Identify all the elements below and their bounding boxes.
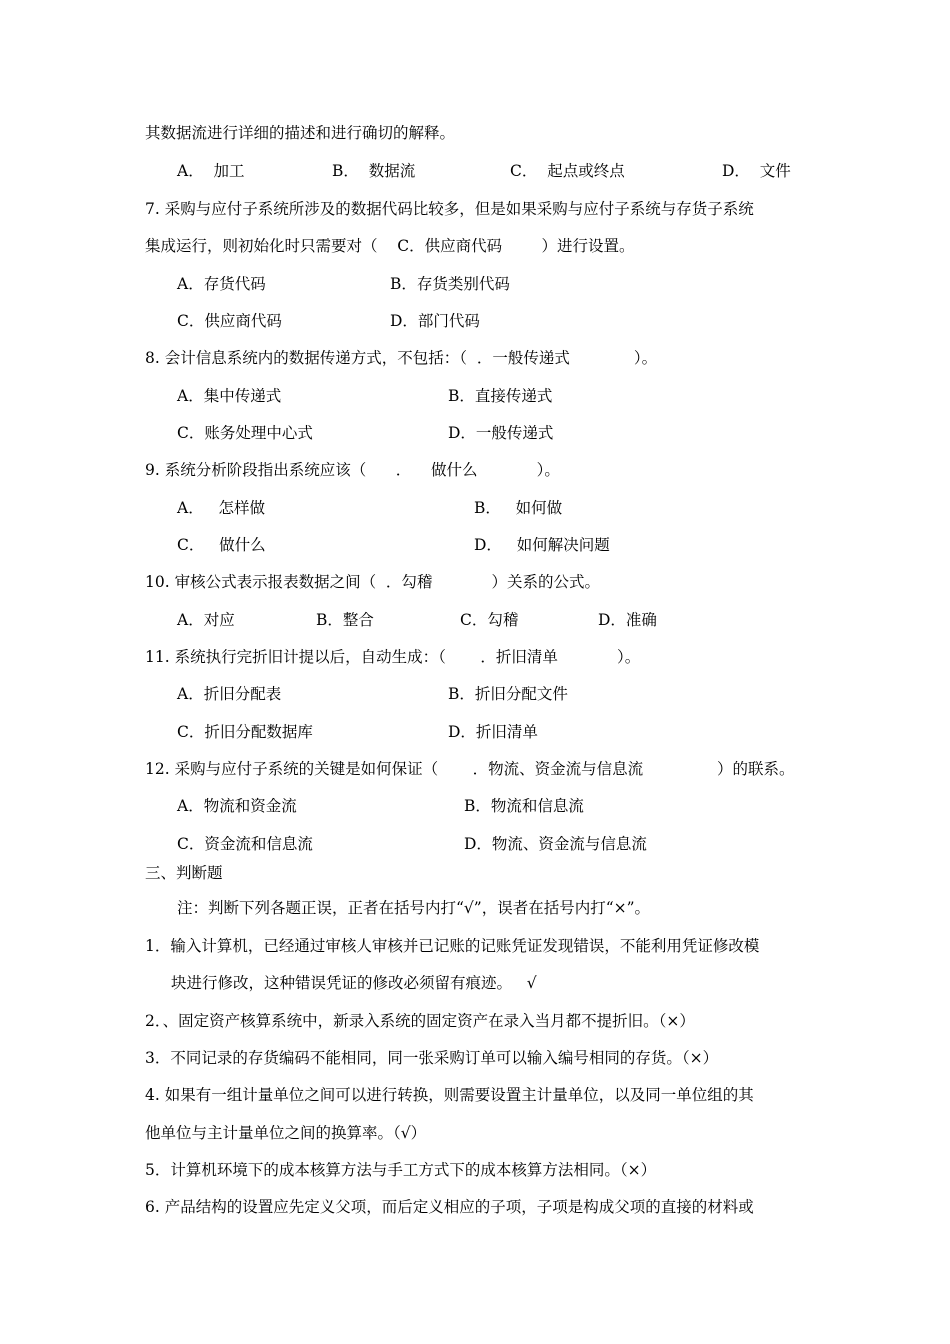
option-d: D． 如何解决问题 <box>474 536 610 554</box>
question-7 <box>0 196 950 222</box>
option-c: C．资金流和信息流 <box>177 835 313 853</box>
line-text: 6. 产品结构的设置应先定义父项，而后定义相应的子项，子项是构成父项的直接的材料或 <box>145 1198 754 1216</box>
answer-options-row <box>0 420 950 446</box>
option-b: B．整合 <box>316 611 374 629</box>
answer-options-row <box>0 383 950 409</box>
judgement-4 <box>0 1082 950 1108</box>
option-b: B．存货类别代码 <box>390 275 510 293</box>
option-a: A．集中传递式 <box>177 387 282 405</box>
line-text: 集成运行，则初始化时只需要对（ C．供应商代码 ）进行设置。 <box>145 237 635 255</box>
line-text: 5．计算机环境下的成本核算方法与手工方式下的成本核算方法相同。（×） <box>145 1161 657 1179</box>
line-text: 他单位与主计量单位之间的换算率。（√） <box>145 1124 427 1142</box>
line-text: 2．、固定资产核算系统中，新录入系统的固定资产在录入当月都不提折旧。（×） <box>145 1012 695 1030</box>
question-10 <box>0 569 950 595</box>
option-c: C．供应商代码 <box>177 312 282 330</box>
answer-options-row <box>0 831 950 857</box>
judgement-2 <box>0 1008 950 1034</box>
judgement-4-continued <box>0 1120 950 1146</box>
line-text: 12. 采购与应付子系统的关键是如何保证（ ．物流、资金流与信息流 ）的联系。 <box>145 760 795 778</box>
line-text: 10. 审核公式表示报表数据之间（ ．勾稽 ）关系的公式。 <box>145 573 601 591</box>
answer-options-row <box>0 793 950 819</box>
line-text: 块进行修改，这种错误凭证的修改必须留有痕迹。 √ <box>171 974 537 992</box>
line-text: 8. 会计信息系统内的数据传递方式，不包括：（ ．一般传递式 ）。 <box>145 349 658 367</box>
option-a: A． 怎样做 <box>177 499 265 517</box>
judgement-5 <box>0 1157 950 1183</box>
judgement-1 <box>0 933 950 959</box>
answer-options-row <box>0 158 950 184</box>
judgement-1-continued <box>0 970 950 996</box>
option-a: A．物流和资金流 <box>177 797 297 815</box>
answer-options-row <box>0 607 950 633</box>
option-b: B．物流和信息流 <box>464 797 584 815</box>
line-text: 其数据流进行详细的描述和进行确切的解释。 <box>145 124 456 142</box>
line-text: 7. 采购与应付子系统所涉及的数据代码比较多，但是如果采购与应付子系统与存货子系统 <box>145 200 754 218</box>
answer-options-row <box>0 271 950 297</box>
option-b: B． 数据流 <box>332 162 416 180</box>
option-d: D．准确 <box>598 611 657 629</box>
line-text: 4. 如果有一组计量单位之间可以进行转换，则需要设置主计量单位，以及同一单位组的其 <box>145 1086 754 1104</box>
option-d: D．物流、资金流与信息流 <box>464 835 647 853</box>
section-note <box>0 895 950 921</box>
option-b: B．折旧分配文件 <box>448 685 568 703</box>
option-c: C．账务处理中心式 <box>177 424 313 442</box>
line-text: 11. 系统执行完折旧计提以后，自动生成：（ ．折旧清单 ）。 <box>145 648 641 666</box>
line-text: 1．输入计算机，已经通过审核人审核并已记账的记账凭证发现错误，不能利用凭证修改模 <box>145 937 760 955</box>
option-b: B．直接传递式 <box>448 387 553 405</box>
option-c: C． 做什么 <box>177 536 266 554</box>
option-a: A．对应 <box>177 611 235 629</box>
answer-options-row <box>0 308 950 334</box>
option-a: A．折旧分配表 <box>177 685 282 703</box>
option-a: A．存货代码 <box>177 275 266 293</box>
question-11 <box>0 644 950 670</box>
line-text: 三、判断题 <box>145 864 223 882</box>
option-d: D．部门代码 <box>390 312 480 330</box>
line-text: 3．不同记录的存货编码不能相同，同一张采购订单可以输入编号相同的存货。（×） <box>145 1049 719 1067</box>
question-8 <box>0 345 950 371</box>
answer-options-row <box>0 719 950 745</box>
option-d: D．一般传递式 <box>448 424 554 442</box>
judgement-3 <box>0 1045 950 1071</box>
line-text: 注：判断下列各题正误，正者在括号内打“√”，误者在括号内打“×”。 <box>177 899 651 917</box>
section-heading <box>0 860 950 886</box>
question-7-continued <box>0 233 950 259</box>
text-line <box>0 120 950 146</box>
question-9 <box>0 457 950 483</box>
answer-options-row <box>0 532 950 558</box>
option-b: B． 如何做 <box>474 499 563 517</box>
line-text: 9. 系统分析阶段指出系统应该（ ． 做什么 ）。 <box>145 461 560 479</box>
option-d: D． 文件 <box>722 162 791 180</box>
judgement-6 <box>0 1194 950 1220</box>
option-a: A． 加工 <box>177 162 245 180</box>
option-c: C．折旧分配数据库 <box>177 723 313 741</box>
answer-options-row <box>0 495 950 521</box>
option-c: C．勾稽 <box>460 611 519 629</box>
option-c: C． 起点或终点 <box>510 162 625 180</box>
option-d: D．折旧清单 <box>448 723 538 741</box>
answer-options-row <box>0 681 950 707</box>
question-12 <box>0 756 950 782</box>
